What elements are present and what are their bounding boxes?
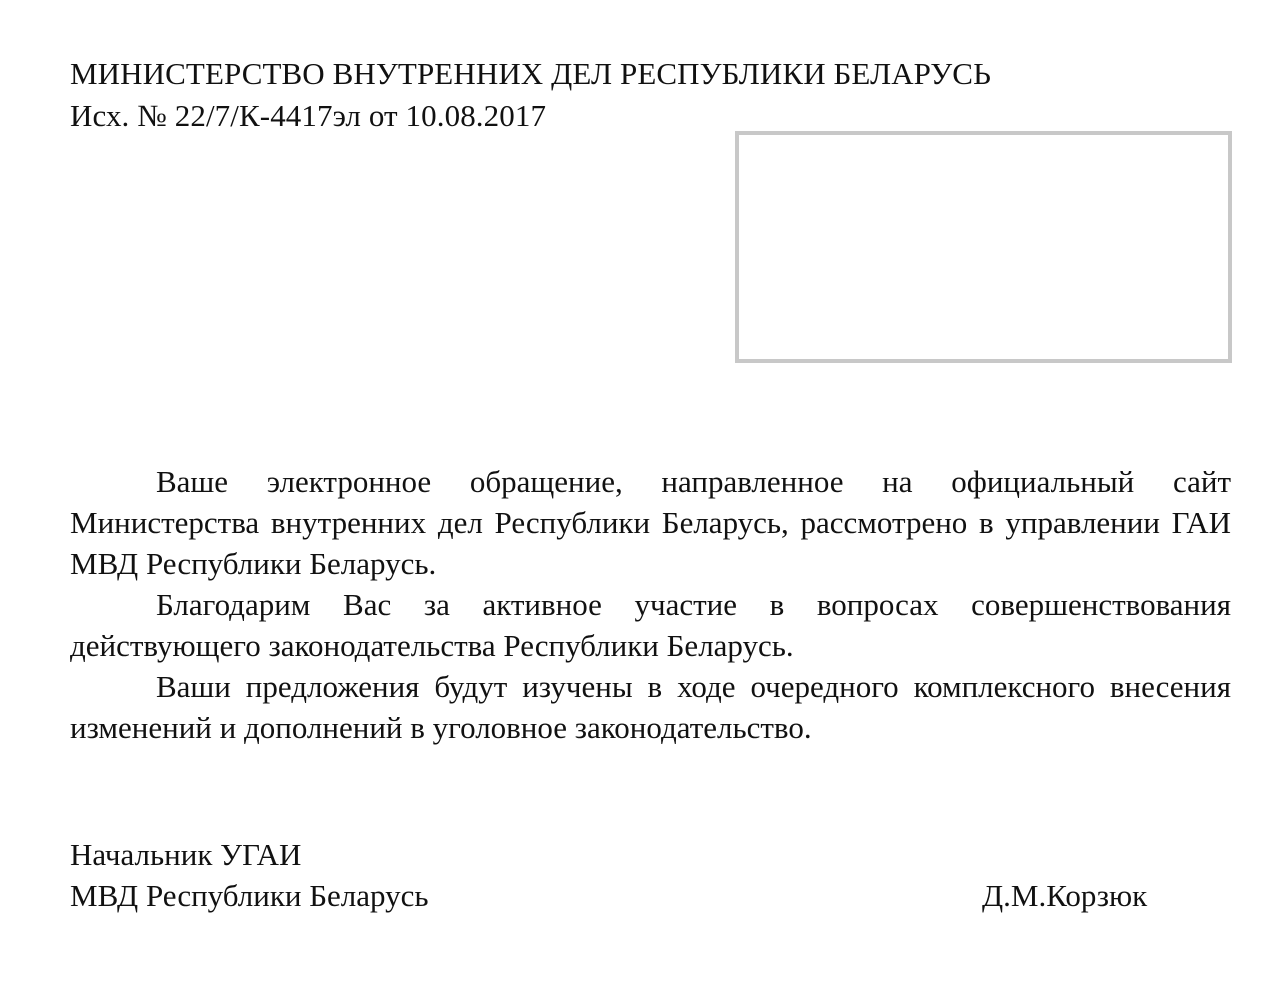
body-paragraph: Благодарим Вас за активное участие в вопросах совершенствования действующего законодательства Республики Беларусь. [70,587,1231,663]
letter-body [70,461,1231,748]
signatory-title: Начальник УГАИ [70,837,302,872]
body-paragraph: Ваше электронное обращение, направленное на официальный сайт Министерства внутренних дел Республики Беларусь, рассмотрено в управлении ГАИ МВД Республики Беларусь. [70,464,1231,581]
outgoing-reference: Исх. № 22/7/К-4417эл от 10.08.2017 [70,98,547,133]
signatory-organization: МВД Республики Беларусь [70,878,429,913]
ministry-heading: МИНИСТЕРСТВО ВНУТРЕННИХ ДЕЛ РЕСПУБЛИКИ БЕЛАРУСЬ [70,56,991,91]
redacted-address-box [735,131,1232,363]
signatory-name: Д.М.Корзюк [982,878,1148,913]
body-paragraph: Ваши предложения будут изучены в ходе очередного комплексного внесения изменений и дополнений в уголовное законодательство. [70,669,1231,745]
